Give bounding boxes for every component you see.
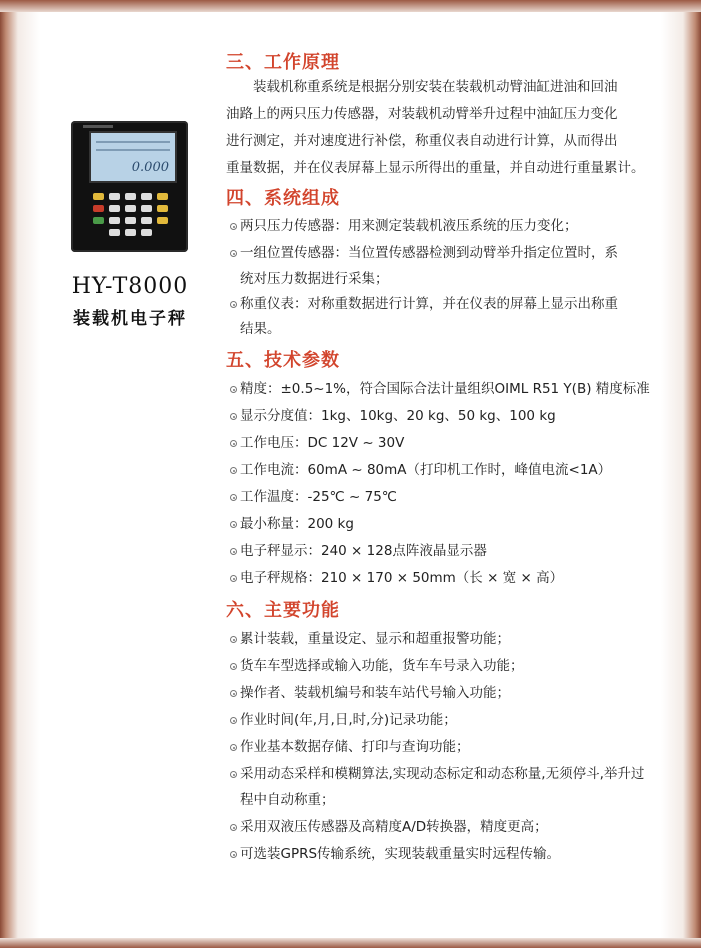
function-text: 可选装GPRS传输系统，实现装载重量实时远程传输。 (240, 846, 561, 862)
principle-line: 油路上的两只压力传感器，对装载机动臂举升过程中油缸压力变化 (226, 106, 618, 122)
parameter-item (230, 539, 487, 559)
section-title-functions: 六、主要功能 (226, 600, 340, 621)
keypad-key (157, 193, 168, 200)
function-item (230, 627, 510, 647)
composition-item (230, 292, 618, 312)
keypad-key (93, 193, 104, 200)
bullet-icon (230, 440, 237, 447)
bullet-icon (230, 575, 237, 582)
product-model: HY-T8000 (71, 274, 189, 299)
parameter-text: 工作电流：60mA ~ 80mA（打印机工作时，峰值电流<1A） (240, 462, 612, 478)
bullet-icon (230, 386, 237, 393)
bullet-icon (230, 521, 237, 528)
function-item (230, 762, 644, 782)
principle-line: 重量数据，并在仪表屏幕上显示所得出的重量，并自动进行重量累计。 (226, 160, 645, 176)
function-item (230, 842, 560, 862)
keypad-key (93, 205, 104, 212)
section-title-principle: 三、工作原理 (226, 52, 340, 73)
section-title-composition: 四、系统组成 (226, 188, 340, 209)
composition-item (230, 214, 578, 234)
bullet-icon (230, 824, 237, 831)
composition-item-text: 称重仪表：对称重数据进行计算，并在仪表的屏幕上显示出称重 (240, 296, 618, 312)
bullet-icon (230, 851, 237, 858)
bullet-icon (230, 494, 237, 501)
function-text: 货车车型选择或输入功能，货车车号录入功能； (240, 658, 524, 674)
keypad-key (93, 217, 104, 224)
parameter-item (230, 458, 611, 478)
screen-line (96, 149, 170, 151)
device-brand-mark (83, 125, 113, 128)
keypad-key (141, 205, 152, 212)
bullet-icon (230, 744, 237, 751)
function-text: 操作者、装载机编号和装车站代号输入功能； (240, 685, 510, 701)
weighing-indicator-image (71, 121, 188, 252)
bullet-icon (230, 413, 237, 420)
composition-item (230, 241, 618, 261)
function-item (230, 815, 548, 835)
function-text: 采用双液压传感器及高精度A/D转换器，精度更高； (240, 819, 548, 835)
bullet-icon (230, 771, 237, 778)
keypad-key (125, 217, 136, 224)
device-lcd-screen (89, 131, 177, 183)
composition-item-text: 一组位置传感器：当位置传感器检测到动臂举升指定位置时，系 (240, 245, 618, 261)
function-item-continued: 程中自动称重； (240, 792, 335, 808)
bullet-icon (230, 690, 237, 697)
function-text: 累计装载，重量设定、显示和超重报警功能； (240, 631, 510, 647)
principle-line: 进行测定，并对速度进行补偿，称重仪表自动进行计算，从而得出 (226, 133, 618, 149)
bullet-icon (230, 250, 237, 257)
device-reading: 0.000 (131, 160, 169, 175)
bullet-icon (230, 223, 237, 230)
parameter-item (230, 485, 397, 505)
keypad-key (141, 217, 152, 224)
function-text: 作业基本数据存储、打印与查询功能； (240, 739, 470, 755)
parameter-text: 电子秤规格：210 × 170 × 50mm（长 × 宽 × 高） (240, 570, 564, 586)
keypad-key (157, 205, 168, 212)
function-item (230, 681, 510, 701)
principle-line: 装载机称重系统是根据分别安装在装载机动臂油缸进油和回油 (253, 79, 618, 95)
bullet-icon (230, 663, 237, 670)
keypad-key (109, 229, 120, 236)
function-item (230, 708, 457, 728)
parameter-item (230, 431, 404, 451)
keypad-key (109, 193, 120, 200)
bullet-icon (230, 636, 237, 643)
function-item (230, 735, 470, 755)
parameter-text: 工作温度：-25℃ ~ 75℃ (240, 489, 397, 505)
keypad-key (125, 193, 136, 200)
parameter-item (230, 404, 556, 424)
keypad-key (109, 217, 120, 224)
bullet-icon (230, 548, 237, 555)
parameter-text: 显示分度值：1kg、10kg、20 kg、50 kg、100 kg (240, 408, 556, 424)
composition-item-continued: 结果。 (240, 321, 281, 337)
parameter-item (230, 566, 563, 586)
keypad-key (125, 229, 136, 236)
keypad-key (157, 217, 168, 224)
composition-item-continued: 统对压力数据进行采集； (240, 271, 389, 287)
parameter-text: 电子秤显示：240 × 128点阵液晶显示器 (240, 543, 487, 559)
parameter-text: 最小称量：200 kg (240, 516, 354, 532)
parameter-item (230, 377, 650, 397)
bullet-icon (230, 467, 237, 474)
bullet-icon (230, 301, 237, 308)
parameter-item (230, 512, 354, 532)
screen-line (96, 141, 170, 143)
keypad-key (141, 229, 152, 236)
parameter-text: 工作电压：DC 12V ~ 30V (240, 435, 405, 451)
keypad-key (109, 205, 120, 212)
keypad-key (141, 193, 152, 200)
composition-item-text: 两只压力传感器：用来测定装载机液压系统的压力变化； (240, 218, 578, 234)
product-name: 装载机电子秤 (73, 309, 187, 329)
parameter-text: 精度：±0.5~1%，符合国际合法计量组织OIML R51 Y(B) 精度标准 (240, 381, 650, 397)
bullet-icon (230, 717, 237, 724)
function-text: 采用动态采样和模糊算法,实现动态标定和动态称量,无须停斗,举升过 (240, 766, 645, 782)
keypad-key (125, 205, 136, 212)
function-text: 作业时间(年,月,日,时,分)记录功能； (240, 712, 457, 728)
function-item (230, 654, 524, 674)
section-title-parameters: 五、技术参数 (226, 350, 340, 371)
